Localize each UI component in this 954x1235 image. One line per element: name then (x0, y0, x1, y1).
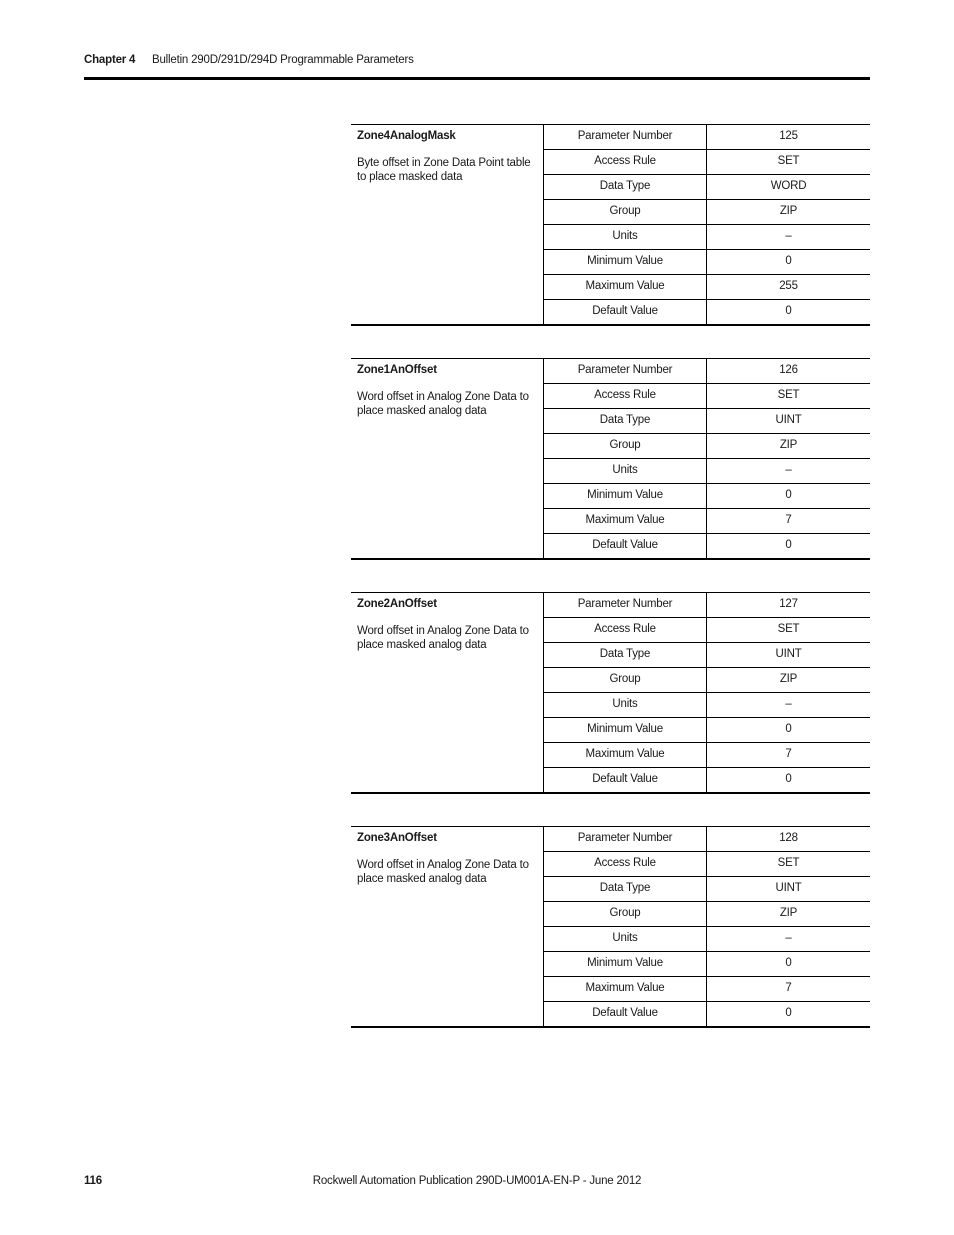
attribute-label: Units (544, 459, 707, 483)
attribute-row (544, 876, 870, 901)
attribute-value: WORD (770, 180, 807, 192)
header-title: Bulletin 290D/291D/294D Programmable Parameters (152, 54, 414, 66)
attribute-row (544, 926, 870, 951)
attribute-label: Access Rule (544, 384, 707, 408)
attribute-row (544, 951, 870, 976)
parameter-name: Zone2AnOffset (357, 598, 437, 610)
attribute-value: 0 (785, 489, 792, 501)
attribute-label: Access Rule (544, 618, 707, 642)
attribute-value: 127 (779, 598, 798, 610)
parameter-description: Word offset in Analog Zone Data to place masked analog data (357, 391, 529, 417)
parameter-name: Zone1AnOffset (357, 364, 437, 376)
attribute-value: ZIP (779, 907, 798, 919)
attribute-label: Data Type (544, 409, 707, 433)
attribute-label: Default Value (544, 1002, 707, 1026)
attribute-label: Data Type (544, 175, 707, 199)
parameter-table (351, 826, 870, 1028)
attribute-label: Group (544, 902, 707, 926)
parameter-info (351, 827, 544, 1026)
attribute-row (544, 483, 870, 508)
attribute-value: 255 (779, 280, 798, 292)
attribute-value: – (785, 698, 792, 710)
attribute-row (544, 901, 870, 926)
parameter-name: Zone3AnOffset (357, 832, 437, 844)
attribute-row (544, 433, 870, 458)
attribute-value: 0 (785, 539, 792, 551)
parameter-attributes (544, 827, 870, 1026)
attribute-label: Units (544, 225, 707, 249)
attribute-row (544, 533, 870, 558)
attribute-row (544, 1001, 870, 1026)
attribute-label: Default Value (544, 768, 707, 792)
parameter-description: Word offset in Analog Zone Data to place masked analog data (357, 859, 529, 885)
parameter-attributes (544, 125, 870, 324)
attribute-label: Group (544, 434, 707, 458)
attribute-value: SET (777, 389, 800, 401)
parameter-info (351, 593, 544, 792)
attribute-value: 7 (785, 982, 792, 994)
attribute-value: UINT (775, 648, 802, 660)
attribute-label: Parameter Number (544, 125, 707, 149)
attribute-label: Group (544, 668, 707, 692)
attribute-row (544, 149, 870, 174)
attribute-row (544, 408, 870, 433)
attribute-label: Access Rule (544, 150, 707, 174)
attribute-row (544, 617, 870, 642)
attribute-value: 0 (785, 957, 792, 969)
parameter-description: Word offset in Analog Zone Data to place masked analog data (357, 625, 529, 651)
attribute-value: UINT (775, 414, 802, 426)
attribute-label: Units (544, 927, 707, 951)
parameter-description: Byte offset in Zone Data Point table to place masked data (357, 157, 531, 183)
attribute-label: Maximum Value (544, 977, 707, 1001)
attribute-value: 125 (779, 130, 798, 142)
attribute-label: Maximum Value (544, 509, 707, 533)
attribute-value: SET (777, 155, 800, 167)
parameter-table (351, 592, 870, 794)
attribute-label: Default Value (544, 534, 707, 558)
attribute-row (544, 742, 870, 767)
attribute-value: SET (777, 623, 800, 635)
attribute-value: – (785, 932, 792, 944)
attribute-value: 0 (785, 305, 792, 317)
attribute-row (544, 692, 870, 717)
attribute-row (544, 199, 870, 224)
attribute-label: Parameter Number (544, 359, 707, 383)
attribute-label: Data Type (544, 643, 707, 667)
attribute-row (544, 458, 870, 483)
attribute-label: Units (544, 693, 707, 717)
attribute-value: ZIP (779, 673, 798, 685)
attribute-value: – (785, 230, 792, 242)
attribute-label: Group (544, 200, 707, 224)
attribute-value: 0 (785, 723, 792, 735)
attribute-value: ZIP (779, 439, 798, 451)
publication-info: Rockwell Automation Publication 290D-UM001A-EN-P - June 2012 (312, 1175, 642, 1187)
attribute-row (544, 174, 870, 199)
attribute-label: Parameter Number (544, 593, 707, 617)
attribute-label: Data Type (544, 877, 707, 901)
attribute-value: ZIP (779, 205, 798, 217)
attribute-label: Minimum Value (544, 952, 707, 976)
parameter-info (351, 125, 544, 324)
attribute-label: Minimum Value (544, 250, 707, 274)
attribute-row (544, 249, 870, 274)
attribute-label: Minimum Value (544, 718, 707, 742)
attribute-row (544, 299, 870, 324)
attribute-label: Maximum Value (544, 275, 707, 299)
attribute-row (544, 976, 870, 1001)
attribute-row (544, 593, 870, 617)
attribute-label: Access Rule (544, 852, 707, 876)
parameter-info (351, 359, 544, 558)
attribute-row (544, 125, 870, 149)
attribute-value: 7 (785, 514, 792, 526)
attribute-row (544, 717, 870, 742)
attribute-row (544, 851, 870, 876)
attribute-row (544, 642, 870, 667)
attribute-row (544, 383, 870, 408)
attribute-value: 128 (779, 832, 798, 844)
attribute-label: Minimum Value (544, 484, 707, 508)
attribute-value: SET (777, 857, 800, 869)
attribute-value: 0 (785, 773, 792, 785)
attribute-row (544, 767, 870, 792)
attribute-value: UINT (775, 882, 802, 894)
attribute-value: 126 (779, 364, 798, 376)
attribute-row (544, 224, 870, 249)
attribute-label: Parameter Number (544, 827, 707, 851)
page-header (84, 53, 870, 80)
attribute-row (544, 508, 870, 533)
attribute-value: 0 (785, 1007, 792, 1019)
attribute-value: 7 (785, 748, 792, 760)
parameter-attributes (544, 593, 870, 792)
parameter-table (351, 358, 870, 560)
attribute-value: 0 (785, 255, 792, 267)
chapter-label: Chapter 4 (84, 54, 136, 66)
attribute-value: – (785, 464, 792, 476)
attribute-row (544, 667, 870, 692)
attribute-label: Maximum Value (544, 743, 707, 767)
parameter-attributes (544, 359, 870, 558)
attribute-row (544, 274, 870, 299)
attribute-row (544, 359, 870, 383)
parameter-table (351, 124, 870, 326)
page-number: 116 (84, 1175, 102, 1187)
attribute-label: Default Value (544, 300, 707, 324)
parameter-name: Zone4AnalogMask (357, 130, 456, 142)
attribute-row (544, 827, 870, 851)
